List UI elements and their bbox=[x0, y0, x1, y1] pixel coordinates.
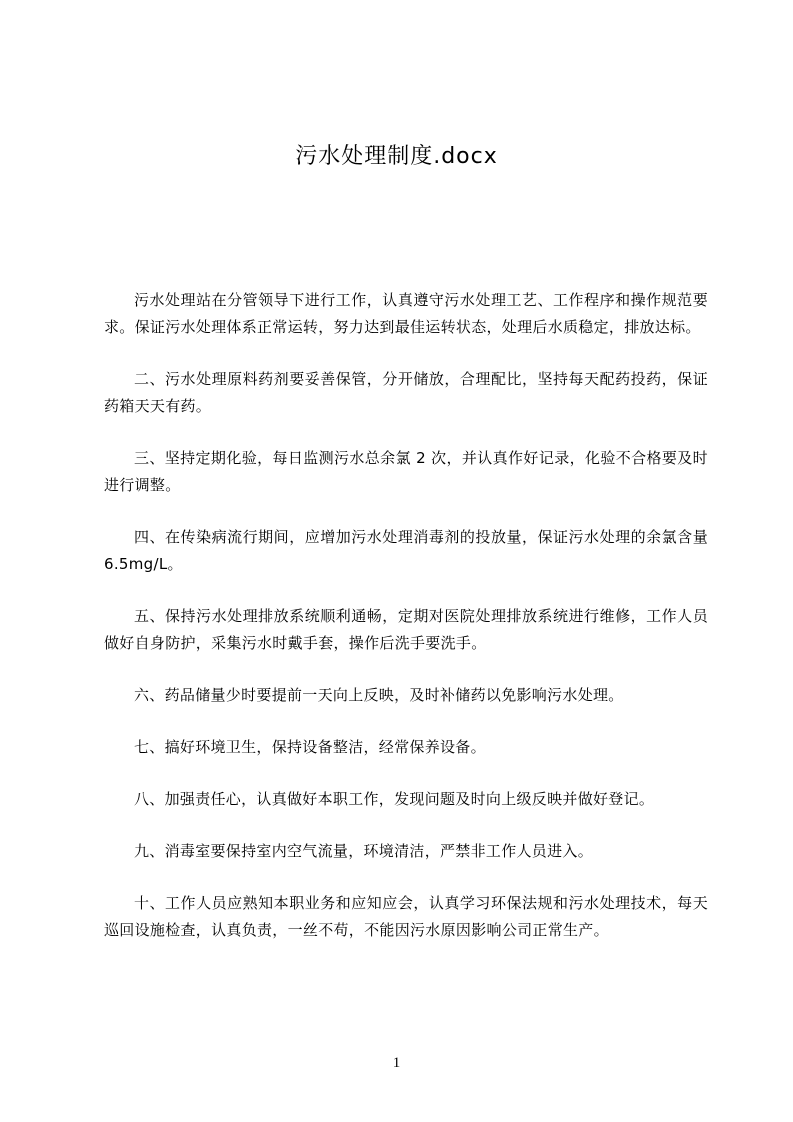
paragraph-item-6: 六、药品储量少时要提前一天向上反映，及时补储药以免影响污水处理。 bbox=[134, 686, 624, 704]
paragraph-intro: 污水处理站在分管领导下进行工作，认真遵守污水处理工艺、工作程序和操作规范要求。保证污水处理体系正常运转，努力达到最佳运转状态，处理后水质稳定，排放达标。 bbox=[104, 291, 708, 336]
paragraph-item-8: 八、加强责任心，认真做好本职工作，发现问题及时向上级反映并做好登记。 bbox=[134, 790, 655, 808]
page-number: 1 bbox=[392, 1055, 401, 1071]
document-body bbox=[104, 287, 708, 969]
paragraph-item-7: 七、搞好环境卫生，保持设备整洁，经常保养设备。 bbox=[134, 738, 486, 756]
paragraph-item-3: 三、坚持定期化验，每日监测污水总余氯 2 次，并认真作好记录，化验不合格要及时进行调整。 bbox=[104, 449, 708, 494]
paragraph-item-9: 九、消毒室要保持室内空气流量，环境清洁，严禁非工作人员进入。 bbox=[134, 842, 594, 860]
paragraph-item-4: 四、在传染病流行期间，应增加污水处理消毒剂的投放量，保证污水处理的余氯含量 6.5mg/L。 bbox=[104, 528, 708, 573]
paragraph-item-5: 五、保持污水处理排放系统顺利通畅，定期对医院处理排放系统进行维修，工作人员做好自身防护，采集污水时戴手套，操作后洗手要洗手。 bbox=[104, 607, 708, 652]
paragraph-item-10: 十、工作人员应熟知本职业务和应知应会，认真学习环保法规和污水处理技术，每天巡回设施检查，认真负责，一丝不苟，不能因污水原因影响公司正常生产。 bbox=[104, 894, 708, 939]
document-title: 污水处理制度.docx bbox=[295, 144, 498, 169]
paragraph-item-2: 二、污水处理原料药剂要妥善保管，分开储放，合理配比，坚持每天配药投药，保证药箱天天有药。 bbox=[104, 370, 708, 415]
